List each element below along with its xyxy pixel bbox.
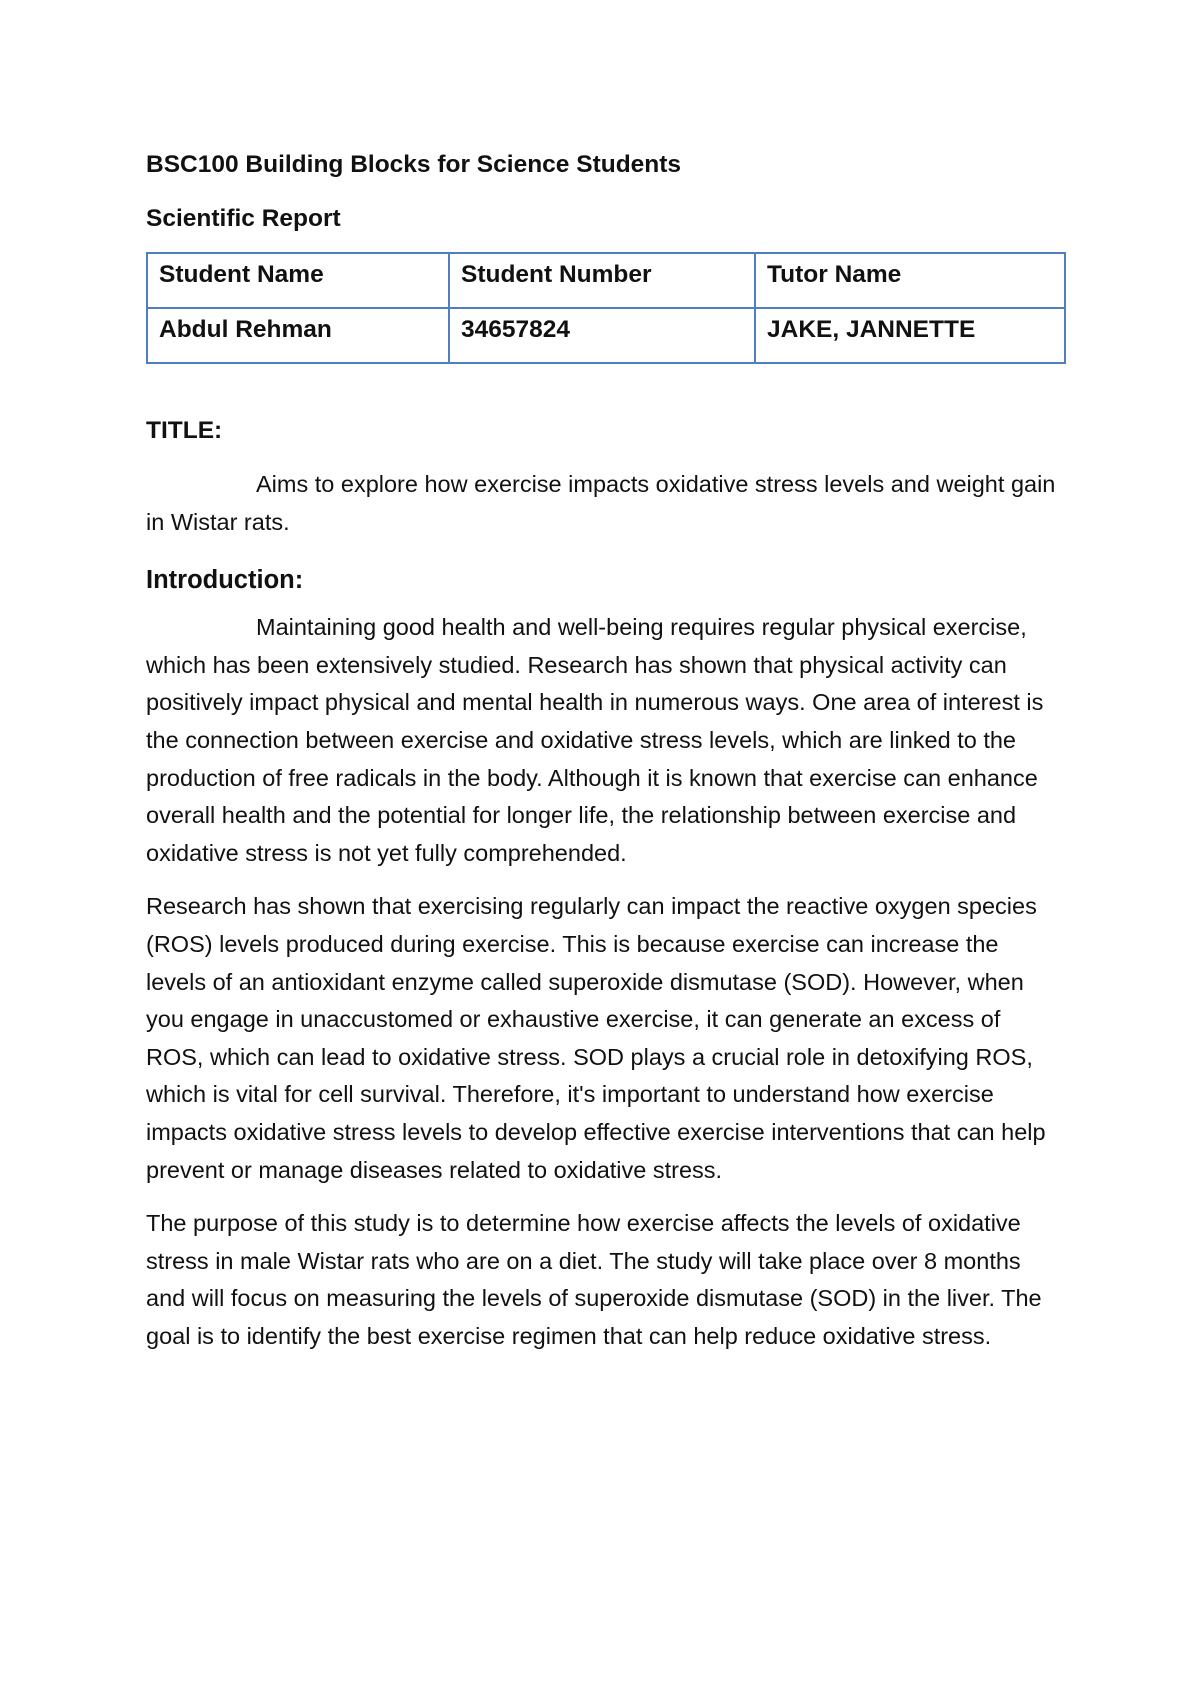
- title-text: Aims to explore how exercise impacts oxidative stress levels and weight gain in Wistar rats.: [146, 471, 1056, 535]
- title-heading: TITLE:: [146, 417, 223, 444]
- table-row: [147, 308, 1065, 363]
- intro-paragraph-2: Research has shown that exercising regularly can impact the reactive oxygen species (ROS) levels produced during exercise. This is because exercise can increase the levels of an antioxidant enzyme called superoxide dismutase (SOD). However, when you engage in unaccustomed or exhaustive exercise, it can generate an excess of ROS, which can lead to oxidative stress. SOD plays a crucial role in detoxifying ROS, which is vital for cell survival. Therefore, it's important to understand how exercise impacts oxidative stress levels to develop effective exercise interventions that can help prevent or manage diseases related to oxidative stress.: [146, 893, 1046, 1183]
- header-student-name: Student Name: [147, 253, 449, 308]
- course-title: BSC100 Building Blocks for Science Students: [146, 151, 682, 178]
- header-tutor-name: Tutor Name: [755, 253, 1065, 308]
- intro-paragraph-1: Maintaining good health and well-being requires regular physical exercise, which has been extensively studied. Research has shown that physical activity can positively impact physical and mental health in numerous ways. One area of interest is the connection between exercise and oxidative stress levels, which are linked to the production of free radicals in the body. Although it is known that exercise can enhance overall health and the potential for longer life, the relationship between exercise and oxidative stress is not yet fully comprehended.: [146, 614, 1044, 866]
- cell-student-name: Abdul Rehman: [147, 308, 449, 363]
- cell-tutor-name: JAKE, JANNETTE: [755, 308, 1065, 363]
- introduction-heading: Introduction:: [146, 566, 304, 595]
- intro-paragraph-3: The purpose of this study is to determine how exercise affects the levels of oxidative stress in male Wistar rats who are on a diet. The study will take place over 8 months and will focus on measuring the levels of superoxide dismutase (SOD) in the liver. The goal is to identify the best exercise regimen that can help reduce oxidative stress.: [146, 1210, 1042, 1349]
- header-student-number: Student Number: [449, 253, 755, 308]
- report-type: Scientific Report: [146, 205, 341, 232]
- cell-student-number: 34657824: [449, 308, 755, 363]
- table-header-row: [147, 253, 1065, 308]
- student-info-table: [146, 252, 1066, 364]
- document-body: [146, 148, 1064, 1371]
